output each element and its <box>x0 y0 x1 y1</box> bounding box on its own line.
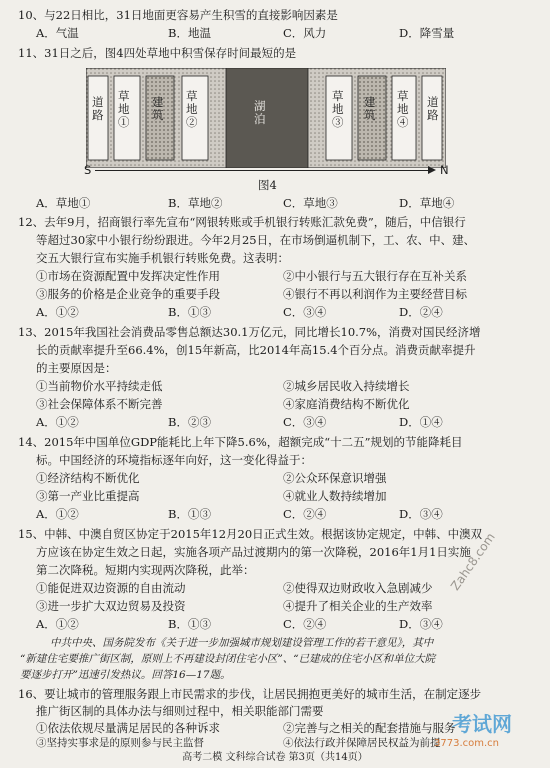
q15-stem-line-1: 15、中韩、中澳自贸区协定于2015年12月20日正式生效。根据该协定规定，中韩、中澳双 <box>18 527 483 541</box>
material-line-1: 中共中央、国务院发布《关于进一步加强城市规划建设管理工作的若干意见》，其中 <box>50 637 434 649</box>
q13-statement-2: ②城乡居民收入持续增长 <box>283 379 410 393</box>
label-lake: 湖泊 <box>254 99 266 126</box>
q15-statement-1: ①能促进双边资源的自由流动 <box>36 581 186 595</box>
q10-option-a: A．气温 <box>36 26 79 40</box>
q15-option-c: C．②④ <box>283 617 327 631</box>
q16-stem-line-2: 推广街区制的具体办法与细则过程中，相关职能部门需要 <box>36 704 324 718</box>
q16-stem-line-1: 16、要让城市的管理服务跟上市民需求的步伐，让居民拥抱更美好的城市生活，在制定逐步 <box>18 687 482 701</box>
q14-stem-line-1: 14、2015年中国单位GDP能耗比上年下降5.6%，超额完成“十二五”规划的节能降耗目 <box>18 435 463 449</box>
side-watermark: Zahc8.com <box>448 530 498 594</box>
q13-option-c: C．③④ <box>283 415 327 429</box>
q13-stem-line-1: 13、2015年我国社会消费品零售总额达30.1万亿元，同比增长10.7%，消费对国民经济增 <box>18 325 481 339</box>
q13-option-b: B．②③ <box>168 415 211 429</box>
q16-statement-1: ①依法依规尽量满足居民的各种诉求 <box>36 721 220 735</box>
material-line-3: 要逐步打开”迅速引发热议。回答16—17题。 <box>20 669 231 681</box>
q16-statement-4: ④依法行政并保障居民权益为前提 <box>283 737 441 749</box>
q12-option-d: D．②④ <box>399 305 443 319</box>
q15-option-b: B．①③ <box>168 617 211 631</box>
q10-option-b: B．地温 <box>168 26 211 40</box>
q11-stem: 11、31日之后，图4四处草地中积雪保存时间最短的是 <box>18 46 297 60</box>
q10-option-d: D．降雪量 <box>399 26 455 40</box>
q15-option-a: A．①② <box>36 617 79 631</box>
q14-statement-1: ①经济结构不断优化 <box>36 471 140 485</box>
q13-stem-line-3: 的主要原因是： <box>36 361 117 375</box>
q12-stem-line-1: 12、去年9月，招商银行率先宣布“网银转账或手机银行转账汇款免费”，随后，中信银行 <box>18 215 466 229</box>
label-grass-4: 草地④ <box>397 89 409 129</box>
q14-stem-line-2: 标。中国经济的环境指标逐年向好，这一变化得益于： <box>36 453 312 467</box>
q12-statement-1: ①市场在资源配置中发挥决定性作用 <box>36 269 220 283</box>
q16-statement-2: ②完善与之相关的配套措施与服务 <box>283 721 456 735</box>
label-grass-2: 草地② <box>186 89 198 129</box>
q11-option-b: B．草地② <box>168 196 223 210</box>
q12-option-b: B．①③ <box>168 305 211 319</box>
q15-statement-2: ②使得双边财政收入急剧减少 <box>283 581 433 595</box>
arrow-head-icon <box>428 166 436 174</box>
figure-caption: 图4 <box>258 178 277 192</box>
s-n-axis-line <box>95 170 429 171</box>
q15-stem-line-3: 第二次降税。短期内实现两次降税，此举： <box>36 563 255 577</box>
q12-statement-3: ③服务的价格是企业竞争的重要手段 <box>36 287 220 301</box>
q10-option-c: C．风力 <box>283 26 327 40</box>
label-grass-3: 草地③ <box>332 89 344 129</box>
q13-statement-4: ④家庭消费结构不断优化 <box>283 397 410 411</box>
brand-watermark: 考试网 <box>452 712 512 736</box>
label-grass-1: 草地① <box>118 89 130 129</box>
q12-option-c: C．③④ <box>283 305 327 319</box>
material-line-2: “新建住宅要推广街区制，原则上不再建设封闭住宅小区”、“已建成的住宅小区和单位大院 <box>20 653 436 665</box>
q13-statement-1: ①当前物价水平持续走低 <box>36 379 163 393</box>
q14-statement-4: ④就业人数持续增加 <box>283 489 387 503</box>
q14-option-b: B．①③ <box>168 507 211 521</box>
q13-statement-3: ③社会保障体系不断完善 <box>36 397 163 411</box>
q13-option-d: D．①④ <box>399 415 443 429</box>
q15-statement-3: ③进一步扩大双边贸易及投资 <box>36 599 186 613</box>
q13-option-a: A．①② <box>36 415 79 429</box>
label-building-1: 建筑 <box>152 95 164 122</box>
north-label: N <box>440 163 449 177</box>
q12-stem-line-3: 交五大银行宣布实施手机银行转账免费。这表明： <box>36 251 289 265</box>
label-road-left: 道路 <box>92 95 104 122</box>
q15-option-d: D．③④ <box>399 617 443 631</box>
q14-option-d: D．③④ <box>399 507 443 521</box>
q12-statement-4: ④银行不再以利润作为主要经营目标 <box>283 287 467 301</box>
q11-option-c: C．草地③ <box>283 196 338 210</box>
page-footer: 高考二模 文科综合试卷 第3页（共14页） <box>182 752 368 763</box>
q14-statement-3: ③第一产业比重提高 <box>36 489 140 503</box>
q14-option-c: C．②④ <box>283 507 327 521</box>
q10-stem: 10、与22日相比，31日地面更容易产生积雪的直接影响因素是 <box>18 8 338 22</box>
q12-option-a: A．①② <box>36 305 79 319</box>
q11-option-a: A．草地① <box>36 196 91 210</box>
label-building-2: 建筑 <box>364 95 376 122</box>
q14-option-a: A．①② <box>36 507 79 521</box>
q15-statement-4: ④提升了相关企业的生产效率 <box>283 599 433 613</box>
label-road-right: 道路 <box>427 95 439 122</box>
q14-statement-2: ②公众环保意识增强 <box>283 471 387 485</box>
q13-stem-line-2: 长的贡献率提升至66.4%，创15年新高，比2014年高15.4个百分点。消费贡献率提升 <box>36 343 476 357</box>
q16-statement-3: ③坚持实事求是的原则参与民主监督 <box>36 737 204 749</box>
q11-option-d: D．草地④ <box>399 196 455 210</box>
q12-stem-line-2: 等超过30家中小银行纷纷跟进。今年2月25日，在市场倒逼机制下，工、农、中、建、 <box>36 233 476 247</box>
south-label: S <box>84 163 92 177</box>
brand-url-watermark: 3773.com.cn <box>434 738 499 749</box>
q15-stem-line-2: 方应该在协定生效之日起，实施各项产品过渡期内的第一次降税，2016年1月1日实施 <box>36 545 471 559</box>
q12-statement-2: ②中小银行与五大银行存在互补关系 <box>283 269 467 283</box>
